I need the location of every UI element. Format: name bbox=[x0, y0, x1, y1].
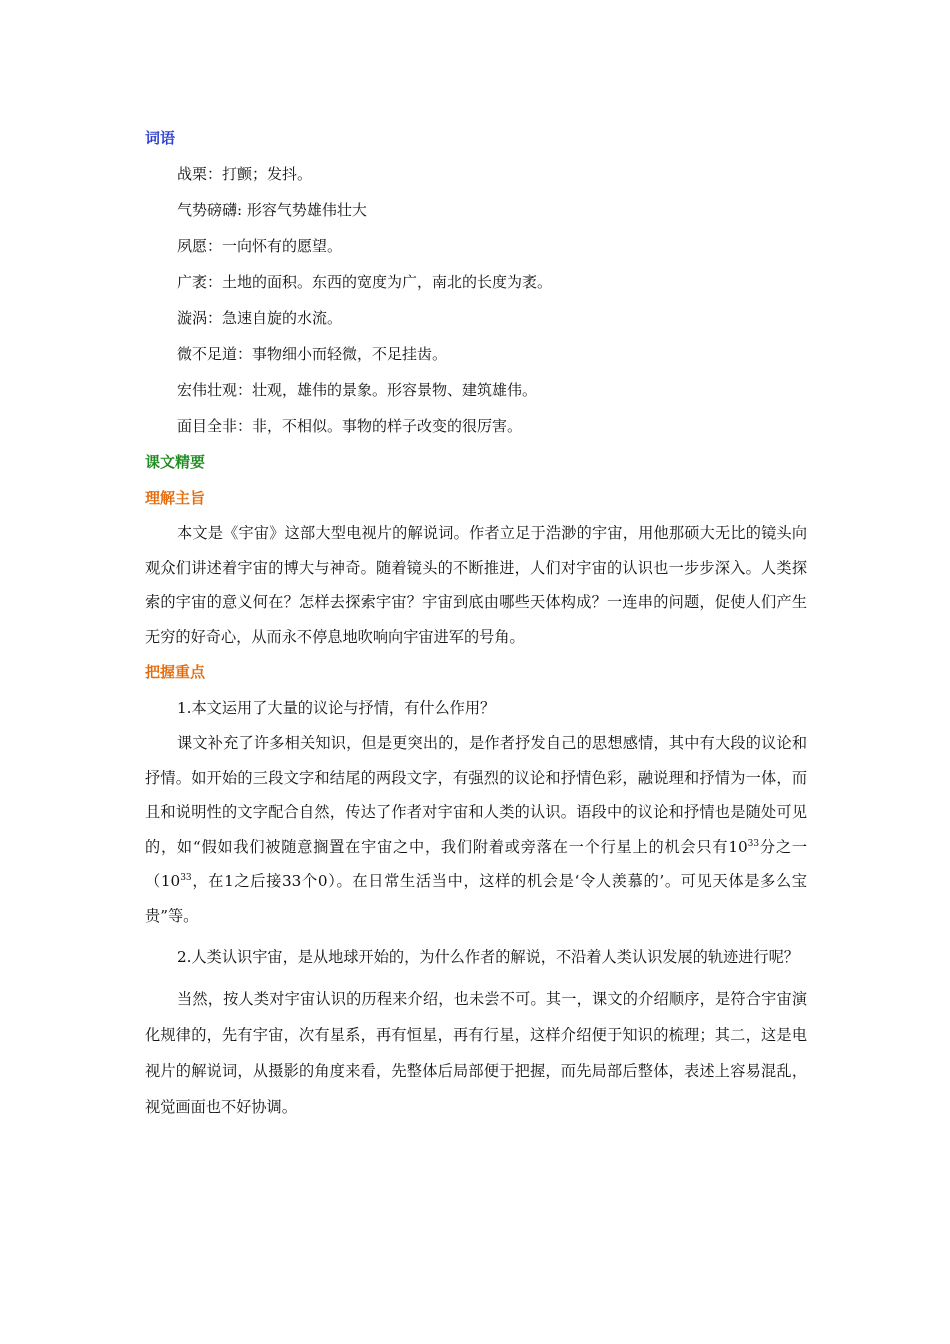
vocab-item: 夙愿：一向怀有的愿望。 bbox=[177, 237, 343, 255]
vocab-item: 漩涡：急速自旋的水流。 bbox=[177, 309, 343, 327]
vocab-list bbox=[145, 156, 807, 444]
question-2: 2.人类认识宇宙，是从地球开始的，为什么作者的解说，不沿着人类认识发展的轨迹进行呢？ bbox=[177, 948, 799, 966]
essence-heading: 课文精要 bbox=[145, 453, 206, 471]
key-points-heading: 把握重点 bbox=[145, 663, 206, 681]
vocab-item: 微不足道：事物细小而轻微，不足挂齿。 bbox=[177, 345, 448, 363]
theme-paragraph: 本文是《宇宙》这部大型电视片的解说词。作者立足于浩渺的宇宙，用他那硕大无比的镜头向观众们讲述着宇宙的博大与神奇。随着镜头的不断推进，人们对宇宙的认识也一步步深入。人类探索的宇宙的意义何在？怎样去探索宇宙？宇宙到底由哪些天体构成？一连串的问题，促使人们产生无穷的好奇心，从而永不停息地吹响向宇宙进军的号角。 bbox=[145, 524, 807, 646]
answer-2: 当然，按人类对宇宙认识的历程来介绍，也未尝不可。其一，课文的介绍顺序，是符合宇宙演化规律的，先有宇宙，次有星系，再有恒星，再有行星，这样介绍便于知识的梳理；其二，这是电视片的解说词，从摄影的角度来看，先整体后局部便于把握，而先局部后整体，表述上容易混乱，视觉画面也不好协调。 bbox=[145, 990, 807, 1116]
answer-1-text: ，在1之后接33个0）。在日常生活当中，这样的机会是‘令人羡慕的’。可见天体是多么宝贵”等。 bbox=[145, 872, 807, 925]
vocab-item: 广袤：土地的面积。东西的宽度为广，南北的长度为袤。 bbox=[177, 273, 553, 291]
vocab-heading: 词语 bbox=[145, 129, 176, 147]
answer-1-text: 课文补充了许多相关知识，但是更突出的，是作者抒发自己的思想感情，其中有大段的议论和抒情。如开始的三段文字和结尾的两段文字，有强烈的议论和抒情色彩，融说理和抒情为一体，而且和说明性的文字配合自然，传达了作者对宇宙和人类的认识。语段中的议论和抒情也是随处可见的，如“假如我们被随意搁置在宇宙之中，我们附着或旁落在一个行星上的机会只有10 bbox=[145, 734, 807, 856]
document-page bbox=[145, 120, 807, 1125]
vocab-item: 面目全非：非，不相似。事物的样子改变的很厉害。 bbox=[177, 417, 523, 435]
vocab-item: 宏伟壮观：壮观，雄伟的景象。形容景物、建筑雄伟。 bbox=[177, 381, 538, 399]
vocab-item: 战栗：打颤；发抖。 bbox=[177, 165, 313, 183]
answer-1 bbox=[145, 726, 807, 933]
answer-1-text: 分之一（10 bbox=[145, 837, 808, 890]
theme-heading: 理解主旨 bbox=[145, 489, 206, 507]
question-1: 1.本文运用了大量的议论与抒情，有什么作用？ bbox=[177, 699, 496, 717]
superscript: 33 bbox=[180, 872, 192, 883]
superscript: 33 bbox=[747, 838, 760, 849]
vocab-item: 气势磅礴: 形容气势雄伟壮大 bbox=[177, 201, 367, 219]
